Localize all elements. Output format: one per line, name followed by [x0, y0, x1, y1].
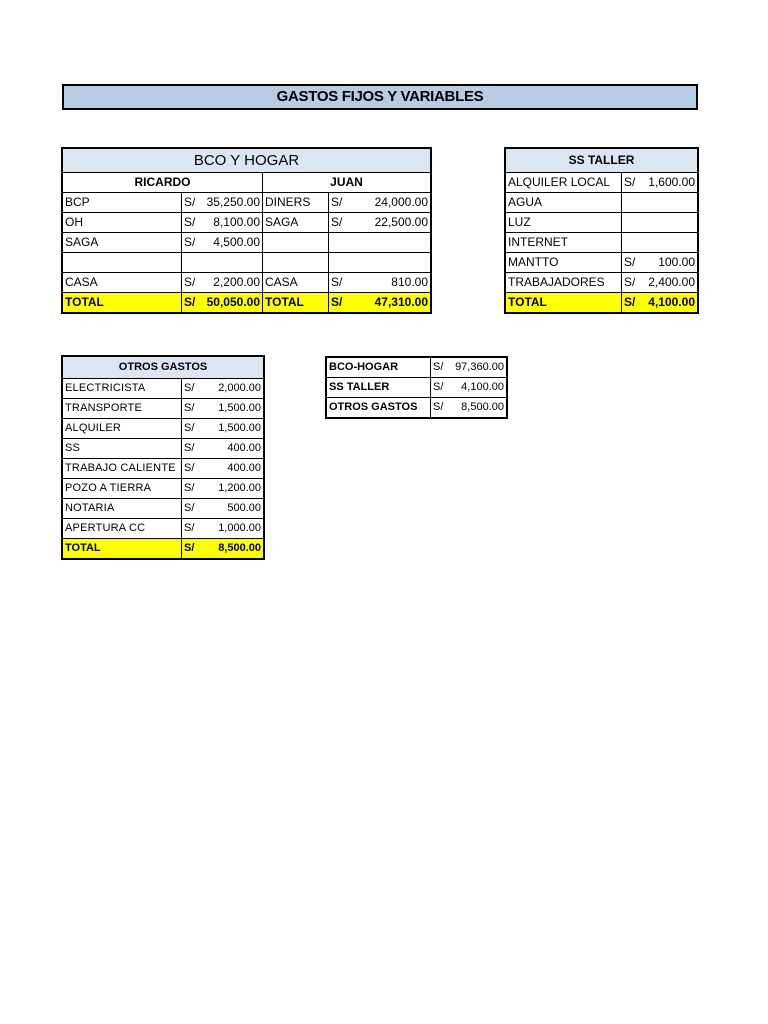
juan-item-amount-value: 24,000.00 — [374, 195, 428, 209]
otros-gastos-table — [62, 356, 264, 559]
otros-gastos-item-amount-value: 500.00 — [227, 502, 262, 514]
ss-taller-item-amount-value: 1,600.00 — [648, 175, 695, 189]
table-row — [506, 173, 698, 193]
table-row — [63, 379, 264, 399]
ss-taller-item-name: LUZ — [506, 213, 622, 233]
ss-taller-item-amount — [622, 213, 698, 233]
ss-taller-item-amount-value: 100.00 — [658, 255, 695, 269]
table-row — [63, 519, 264, 539]
otros-gastos-item-amount — [182, 519, 264, 539]
ricardo-item-amount — [182, 233, 263, 253]
ss-taller-item-name: TRABAJADORES — [506, 273, 622, 293]
otros-gastos-item-amount — [182, 439, 264, 459]
ss-taller-item-amount — [622, 273, 698, 293]
table-row — [63, 399, 264, 419]
table-row — [327, 358, 507, 378]
summary-item-amount-value: 4,100.00 — [461, 381, 504, 393]
summary-item-amount-value: 97,360.00 — [455, 361, 504, 373]
ricardo-item-amount — [182, 253, 263, 273]
ricardo-item-name: CASA — [63, 272, 182, 292]
currency-label: S/ — [624, 295, 636, 309]
juan-item-name: DINERS — [263, 193, 329, 213]
table-row — [506, 253, 698, 273]
ricardo-total-value: 50,050.00 — [206, 294, 260, 309]
otros-gastos-item-name: TRANSPORTE — [63, 399, 182, 419]
currency-label: S/ — [184, 502, 195, 514]
otros-gastos-item-name: APERTURA CC — [63, 519, 182, 539]
juan-item-name: CASA — [263, 272, 329, 292]
ricardo-item-amount — [182, 272, 263, 292]
currency-label: S/ — [624, 275, 636, 289]
currency-label: S/ — [184, 442, 195, 454]
table-row — [63, 439, 264, 459]
currency-label: S/ — [184, 294, 196, 309]
otros-gastos-item-name: ALQUILER — [63, 419, 182, 439]
ricardo-item-name: OH — [63, 213, 182, 233]
juan-header: JUAN — [263, 173, 431, 193]
bco-hogar-header: BCO Y HOGAR — [63, 149, 431, 173]
summary-item-amount — [431, 378, 507, 398]
otros-gastos-item-amount-value: 1,200.00 — [218, 482, 262, 494]
currency-label: S/ — [184, 402, 195, 414]
table-row — [63, 272, 431, 292]
otros-gastos-item-name: POZO A TIERRA — [63, 479, 182, 499]
table-row — [63, 213, 431, 233]
summary-item-name: BCO-HOGAR — [327, 358, 431, 378]
table-subheader-row — [63, 173, 431, 193]
summary-item-name: SS TALLER — [327, 378, 431, 398]
otros-gastos-item-name: TRABAJO CALIENTE — [63, 459, 182, 479]
juan-item-name: SAGA — [263, 213, 329, 233]
otros-gastos-item-amount-value: 1,000.00 — [218, 522, 262, 534]
currency-label: S/ — [184, 215, 196, 229]
currency-label: S/ — [184, 235, 196, 249]
juan-total-value: 47,310.00 — [374, 294, 428, 309]
juan-item-name — [263, 253, 329, 273]
table-row — [506, 233, 698, 253]
otros-gastos-item-amount — [182, 379, 264, 399]
juan-item-amount-value: 810.00 — [391, 274, 428, 289]
page-title: GASTOS FIJOS Y VARIABLES — [62, 84, 698, 110]
currency-label: S/ — [184, 422, 195, 434]
currency-label: S/ — [184, 542, 195, 554]
currency-label: S/ — [433, 361, 444, 373]
otros-gastos-total — [182, 539, 264, 559]
table-header-row — [63, 149, 431, 173]
ricardo-item-name: BCP — [63, 193, 182, 213]
currency-label: S/ — [433, 401, 444, 413]
otros-gastos-item-name: NOTARIA — [63, 499, 182, 519]
currency-label: S/ — [184, 482, 195, 494]
table-row — [506, 213, 698, 233]
currency-label: S/ — [184, 382, 195, 394]
otros-gastos-item-amount-value: 400.00 — [227, 462, 262, 474]
otros-gastos-item-name: ELECTRICISTA — [63, 379, 182, 399]
currency-label: S/ — [184, 274, 196, 289]
table-header-row — [63, 357, 264, 379]
currency-label: S/ — [184, 195, 196, 209]
total-label: TOTAL — [63, 539, 182, 559]
ss-taller-total — [622, 293, 698, 313]
otros-gastos-item-amount-value: 400.00 — [227, 442, 262, 454]
ss-taller-item-amount — [622, 233, 698, 253]
summary-table — [326, 357, 507, 418]
juan-item-amount — [329, 213, 431, 233]
ricardo-item-amount-value: 2,200.00 — [213, 274, 260, 289]
otros-gastos-item-amount-value: 1,500.00 — [218, 402, 262, 414]
ricardo-item-amount-value: 4,500.00 — [213, 235, 260, 249]
otros-gastos-item-amount — [182, 479, 264, 499]
juan-item-amount — [329, 272, 431, 292]
ss-taller-table — [505, 148, 698, 313]
ss-taller-item-amount — [622, 253, 698, 273]
ricardo-item-amount-value: 8,100.00 — [213, 215, 260, 229]
ss-taller-item-amount-value: 2,400.00 — [648, 275, 695, 289]
otros-gastos-item-amount — [182, 499, 264, 519]
ricardo-item-name — [63, 253, 182, 273]
otros-gastos-item-amount — [182, 459, 264, 479]
otros-gastos-total-value: 8,500.00 — [218, 542, 262, 554]
otros-gastos-item-amount-value: 1,500.00 — [218, 422, 262, 434]
total-row — [63, 292, 431, 312]
currency-label: S/ — [184, 522, 195, 534]
currency-label: S/ — [331, 294, 343, 309]
ss-taller-item-name: AGUA — [506, 193, 622, 213]
juan-item-amount — [329, 193, 431, 213]
ricardo-item-name: SAGA — [63, 233, 182, 253]
table-row — [63, 419, 264, 439]
ricardo-item-amount — [182, 193, 263, 213]
summary-item-name: OTROS GASTOS — [327, 398, 431, 418]
currency-label: S/ — [331, 215, 343, 229]
bco-hogar-table — [62, 148, 431, 313]
currency-label: S/ — [184, 462, 195, 474]
juan-total — [329, 292, 431, 312]
juan-item-amount — [329, 233, 431, 253]
ss-taller-item-amount — [622, 193, 698, 213]
ricardo-item-amount-value: 35,250.00 — [206, 195, 260, 209]
total-row — [506, 293, 698, 313]
ricardo-total — [182, 292, 263, 312]
total-row — [63, 539, 264, 559]
table-row — [63, 253, 431, 273]
otros-gastos-header: OTROS GASTOS — [63, 357, 264, 379]
ss-taller-item-name: INTERNET — [506, 233, 622, 253]
ricardo-item-amount — [182, 213, 263, 233]
otros-gastos-item-amount — [182, 419, 264, 439]
table-row — [63, 233, 431, 253]
table-row — [506, 193, 698, 213]
ss-taller-header: SS TALLER — [506, 149, 698, 173]
table-header-row — [506, 149, 698, 173]
table-row — [63, 499, 264, 519]
total-label: TOTAL — [263, 292, 329, 312]
total-label: TOTAL — [63, 292, 182, 312]
total-label: TOTAL — [506, 293, 622, 313]
table-row — [63, 479, 264, 499]
ss-taller-total-value: 4,100.00 — [648, 295, 695, 309]
ss-taller-item-amount — [622, 173, 698, 193]
table-row — [327, 398, 507, 418]
ss-taller-item-name: MANTTO — [506, 253, 622, 273]
currency-label: S/ — [331, 274, 343, 289]
currency-label: S/ — [624, 175, 636, 189]
juan-item-amount — [329, 253, 431, 273]
currency-label: S/ — [624, 255, 636, 269]
ss-taller-item-name: ALQUILER LOCAL — [506, 173, 622, 193]
summary-item-amount — [431, 358, 507, 378]
otros-gastos-item-amount — [182, 399, 264, 419]
currency-label: S/ — [331, 195, 343, 209]
otros-gastos-item-name: SS — [63, 439, 182, 459]
table-row — [63, 193, 431, 213]
otros-gastos-item-amount-value: 2,000.00 — [218, 382, 262, 394]
currency-label: S/ — [433, 381, 444, 393]
table-row — [63, 459, 264, 479]
summary-item-amount-value: 8,500.00 — [461, 401, 504, 413]
juan-item-amount-value: 22,500.00 — [374, 215, 428, 229]
table-row — [327, 378, 507, 398]
summary-item-amount — [431, 398, 507, 418]
ricardo-header: RICARDO — [63, 173, 263, 193]
table-row — [506, 273, 698, 293]
juan-item-name — [263, 233, 329, 253]
